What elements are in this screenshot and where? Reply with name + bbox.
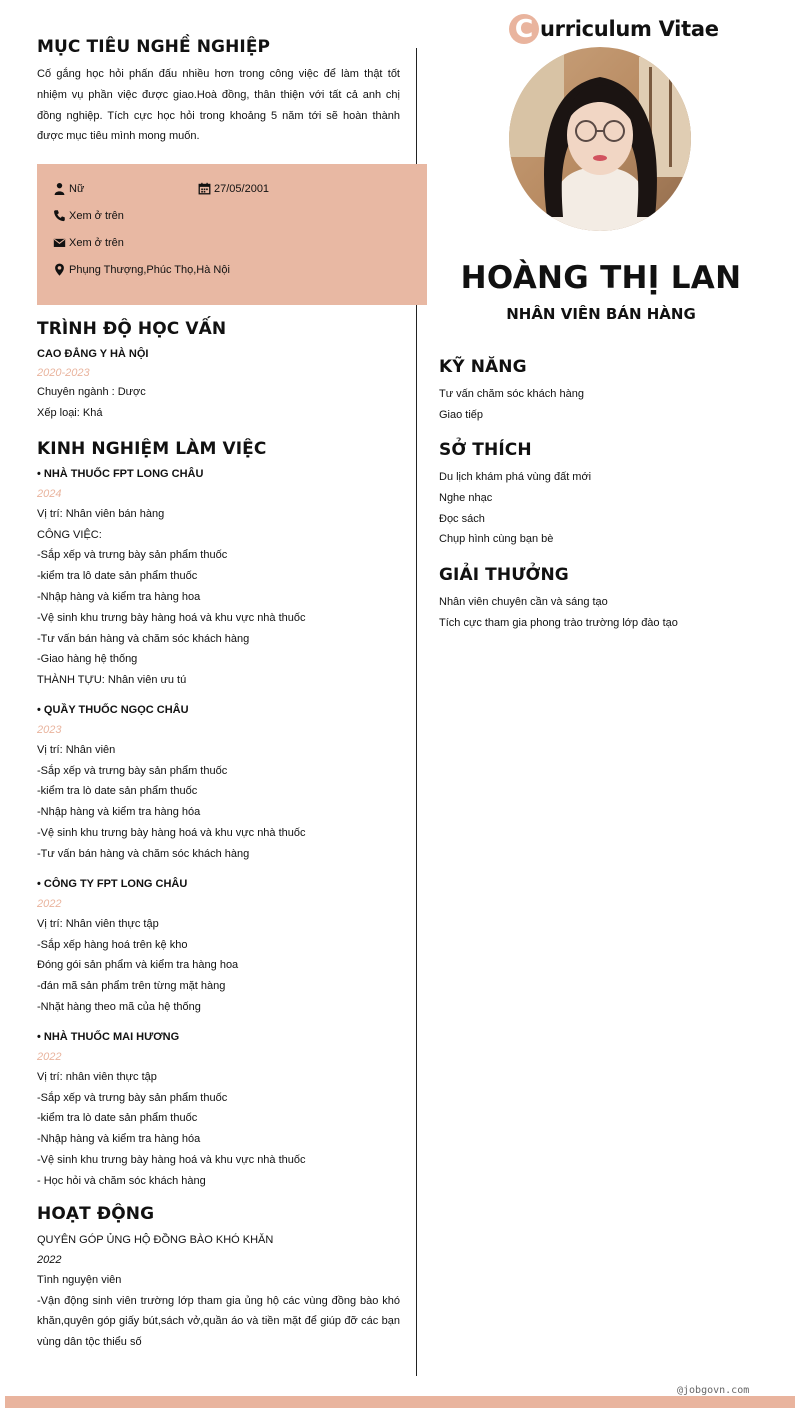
job-line: -Nhập hàng và kiểm tra hàng hóa [37,1133,201,1146]
objective-text: Cố gắng học hỏi phấn đấu nhiều hơn trong công việc để làm thật tốt nhiệm vụ phần việc được giao.Hoà đồng, thân thiện với tất cả anh chị đồng nghiệp. Tích cực học hỏi trong khoảng 5 năm tới sẽ hoàn thành được mục tiêu mình mong muốn. [37,68,400,143]
job-line: -Sắp xếp và trưng bày sản phẩm thuốc [37,549,228,562]
awards-title: GIẢI THƯỞNG [439,565,569,585]
skills-title: KỸ NĂNG [439,357,527,377]
job-line: -kiểm tra lô date sản phẩm thuốc [37,570,198,583]
job-line: -Tư vấn bán hàng và chăm sóc khách hàng [37,632,250,645]
gender-row [53,182,84,195]
gender-value: Nữ [69,182,85,195]
footer-bar [5,1396,795,1408]
job-year: 2024 [37,487,62,500]
activity-role: Tình nguyện viên [37,1273,122,1286]
job-line: -Nhập hàng và kiểm tra hàng hóa [37,806,201,819]
job-line: Vị trí: Nhân viên [37,743,116,756]
dob-value: 27/05/2001 [214,182,270,195]
job-line: -Giao hàng hệ thống [37,653,138,666]
cv-initial-badge: C [509,14,539,44]
job-line: -Tư vấn bán hàng và chăm sóc khách hàng [37,847,250,860]
hobbies-title: SỞ THÍCH [439,440,532,460]
job-line: -Sắp xếp và trưng bày sản phẩm thuốc [37,764,228,777]
job-line: Vị trí: nhân viên thực tập [37,1070,157,1083]
education-rank: Xếp loại: Khá [37,407,103,419]
hobby-item: Nghe nhạc [439,491,493,504]
job-line: -kiểm tra lò date sản phẩm thuốc [37,1112,198,1125]
job-company: • NHÀ THUỐC MAI HƯƠNG [37,1031,180,1043]
skill-item: Giao tiếp [439,408,484,421]
email-value: Xem ở trên [69,236,124,249]
job-line: Vị trí: Nhân viên bán hàng [37,507,165,520]
calendar-icon [198,182,211,195]
objective-title: MỤC TIÊU NGHỀ NGHIỆP [37,37,271,57]
profile-photo [509,47,691,231]
education-years: 2020-2023 [37,367,90,379]
email-row [53,236,124,249]
job-line: CÔNG VIỆC: [37,528,102,541]
address-row [53,263,230,276]
job-entry [37,464,402,691]
job-line: -Sắp xếp và trưng bày sản phẩm thuốc [37,1091,228,1104]
job-year: 2023 [37,723,62,736]
education-major: Chuyên ngành : Dược [37,386,146,398]
candidate-role: NHÂN VIÊN BÁN HÀNG [506,305,696,323]
job-line: -Sắp xếp hàng hoá trên kệ kho [37,938,188,951]
phone-value: Xem ở trên [69,209,124,222]
job-line: Đóng gói sản phẩm và kiểm tra hàng hoa [37,959,239,972]
candidate-name: HOÀNG THỊ LAN [460,260,742,296]
job-line: -Nhặt hàng theo mã của hệ thống [37,1000,201,1013]
person-icon [53,182,66,195]
phone-row [53,209,124,222]
job-line: -Vệ sinh khu trưng bày hàng hoá và khu vực nhà thuốc [37,826,306,839]
hobby-item: Du lịch khám phá vùng đất mới [439,471,592,483]
job-company: • QUẦY THUỐC NGỌC CHÂU [37,704,189,716]
job-line: -Nhập hàng và kiểm tra hàng hoa [37,590,201,603]
job-line: -Vệ sinh khu trưng bày hàng hoá và khu vực nhà thuốc [37,611,306,624]
activity-name: QUYÊN GÓP ỦNG HỘ ĐỒNG BÀO KHÓ KHĂN [37,1234,274,1246]
job-year: 2022 [37,1050,62,1063]
activity-year: 2022 [37,1253,62,1266]
job-company: • CÔNG TY FPT LONG CHÂU [37,878,188,890]
job-entry [37,700,402,865]
experience-title: KINH NGHIỆM LÀM VIỆC [37,439,267,459]
job-company: • NHÀ THUỐC FPT LONG CHÂU [37,468,204,480]
job-line: -kiểm tra lò date sản phẩm thuốc [37,785,198,798]
job-line: Vị trí: Nhân viên thực tập [37,917,159,930]
cv-heading [509,14,719,44]
watermark: @jobgovn.com [677,1385,750,1396]
skill-item: Tư vấn chăm sóc khách hàng [439,388,584,400]
job-year: 2022 [37,897,62,910]
award-item: Nhân viên chuyên cần và sáng tạo [439,596,608,608]
location-pin-icon [53,263,66,276]
job-line: THÀNH TỰU: Nhân viên ưu tú [37,674,187,687]
address-value: Phụng Thượng,Phúc Thọ,Hà Nội [69,263,230,276]
school-name: CAO ĐẲNG Y HÀ NỘI [37,348,149,360]
job-line: -đán mã sản phẩm trên từng mặt hàng [37,980,226,993]
job-entry [37,874,402,1018]
envelope-icon [53,236,66,249]
phone-icon [53,209,66,222]
award-item: Tích cực tham gia phong trào trường lớp đào tạo [439,616,678,629]
hobby-item: Đọc sách [439,512,485,525]
job-line: -Vệ sinh khu trưng bày hàng hoá và khu vực nhà thuốc [37,1153,306,1166]
activity-text: -Vận động sinh viên trường lớp tham gia ủng hộ các vùng đồng bào khó khăn,quyên góp giấy bút,sách vở,quần áo và tiền mặt để giúp đỡ các bạn vùng dân tộc thiểu số [37,1294,400,1349]
job-line: - Học hỏi và chăm sóc khách hàng [37,1174,206,1187]
dob-row [198,182,269,195]
skills-list [439,384,769,426]
activity-entry [37,1230,402,1353]
activities-title: HOẠT ĐỘNG [37,1204,155,1224]
hobbies-list [439,467,769,550]
awards-list [439,592,769,634]
cv-heading-text: urriculum Vitae [540,17,719,41]
job-entry [37,1027,402,1192]
education-title: TRÌNH ĐỘ HỌC VẤN [37,319,227,339]
hobby-item: Chụp hình cùng bạn bè [439,533,554,546]
